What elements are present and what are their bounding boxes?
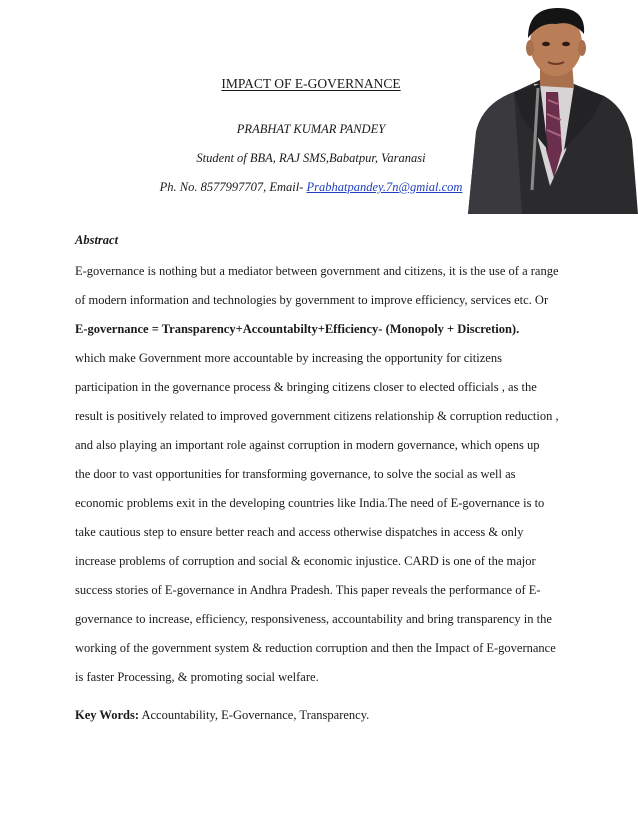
author-contact [0,180,622,195]
email-link[interactable]: Prabhatpandey.7n@gmial.com [306,180,463,194]
abstract-line: of modern information and technologies by government to improve efficiency, services etc. Or [75,293,549,307]
abstract-line: E-governance is nothing but a mediator between government and citizens, it is the use of a range [75,264,559,278]
abstract-line: which make Government more accountable by increasing the opportunity for citizens [75,351,502,365]
author-affiliation: Student of BBA, RAJ SMS,Babatpur, Varanasi [196,151,426,165]
keywords-list: Accountability, E-Governance, Transparency. [139,708,370,722]
keywords [75,708,369,723]
author-name: PRABHAT KUMAR PANDEY [236,122,386,136]
abstract-line: result is positively related to improved government citizens relationship & corruption reduction , [75,409,559,423]
abstract-line: governance to increase, efficiency, responsiveness, accountability and bring transparency in the [75,612,552,626]
abstract-line: increase problems of corruption and social & economic injustice. CARD is one of the major [75,554,536,568]
abstract-line: economic problems exit in the developing countries like India.The need of E-governance is to [75,496,545,510]
abstract-line: success stories of E-governance in Andhra Pradesh. This paper reveals the performance of E- [75,583,541,597]
abstract-line: take cautious step to ensure better reach and access otherwise dispatches in access & only [75,525,524,539]
abstract-line: the door to vast opportunities for transforming governance, to solve the social as well as [75,467,516,481]
keywords-label: Key Words: [75,708,140,722]
abstract-line: and also playing an important role against corruption in modern governance, which opens up [75,438,540,452]
abstract-formula-line: E-governance = Transparency+Accountabilty+Efficiency- (Monopoly + Discretion). [75,322,520,336]
contact-phone: Ph. No. 8577997707, Email- [159,180,307,194]
paper-title: IMPACT OF E-GOVERNANCE [221,76,401,91]
abstract-line: participation in the governance process & bringing citizens closer to elected officials , as the [75,380,537,394]
abstract-heading: Abstract [75,233,119,247]
abstract-line: is faster Processing, & promoting social welfare. [75,670,319,684]
abstract-line: working of the government system & reduction corruption and then the Impact of E-governance [75,641,556,655]
